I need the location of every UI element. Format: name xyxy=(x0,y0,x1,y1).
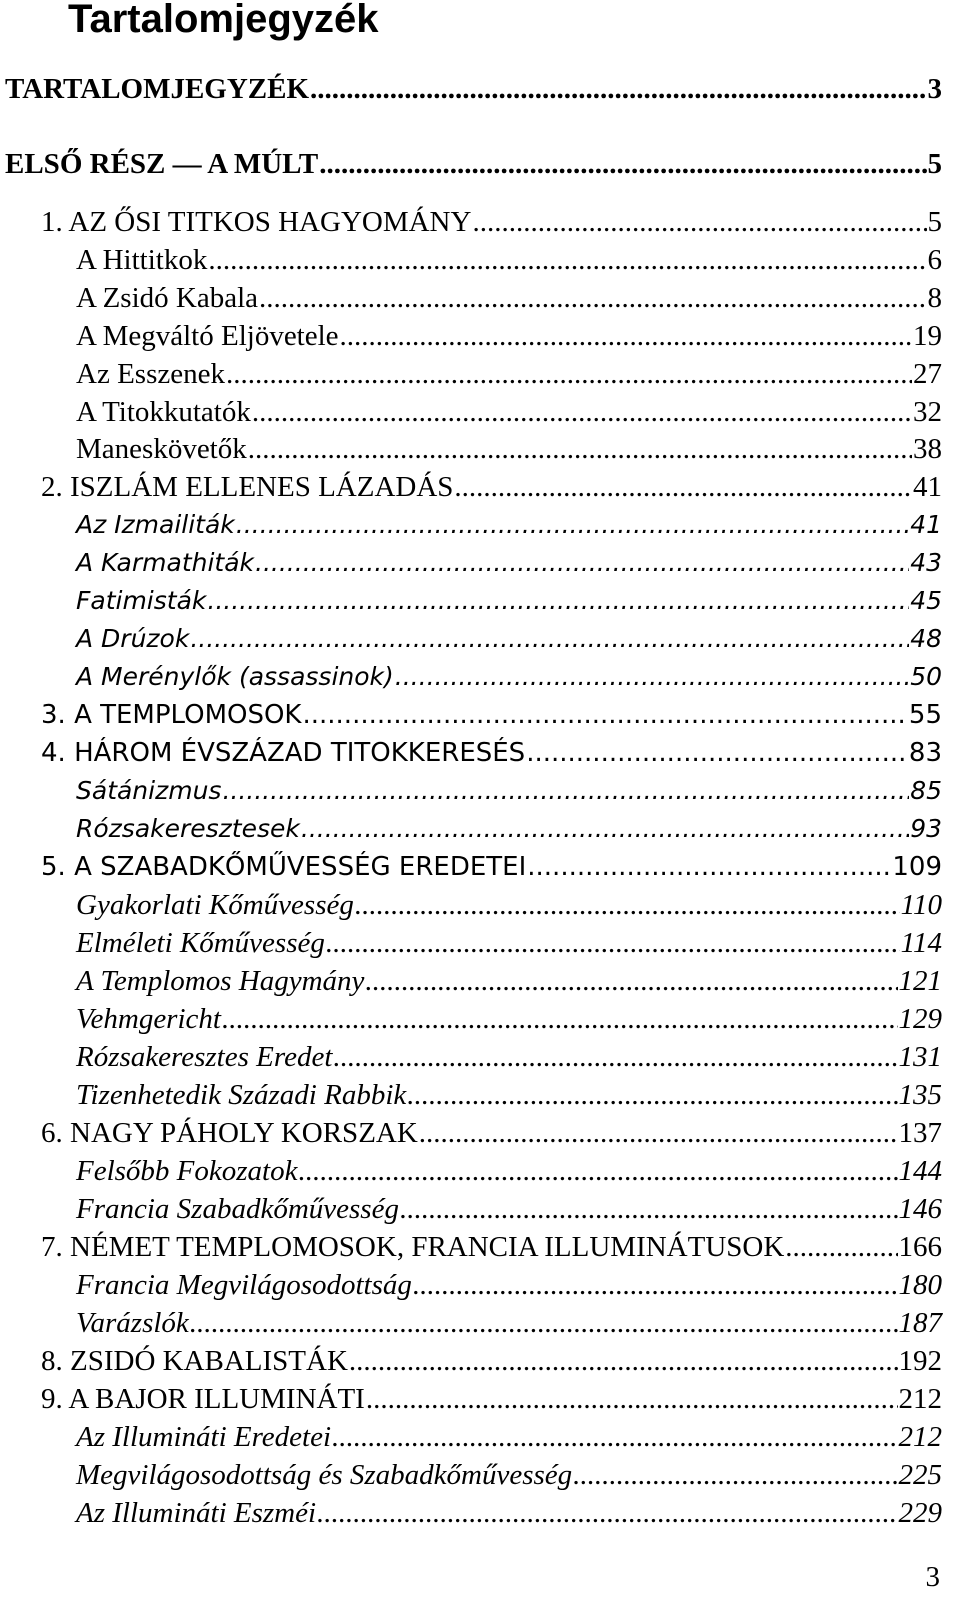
toc-entry-label: 6. NAGY PÁHOLY KORSZAK xyxy=(41,1117,418,1149)
toc-entry-page: 5 xyxy=(927,148,942,180)
toc-entry-page: 50 xyxy=(910,662,942,691)
toc-entry-label: A Merénylők (assassinok) xyxy=(76,662,394,691)
toc-entry-section[interactable] xyxy=(76,243,942,277)
dot-leader xyxy=(400,1192,898,1226)
toc-entry-label: A Hittitkok xyxy=(76,244,208,276)
toc-entry-chapter-3[interactable] xyxy=(41,698,942,732)
toc-entry-section[interactable] xyxy=(76,1496,942,1530)
toc-entry-label: Rózsakeresztes Eredet xyxy=(76,1041,333,1073)
dot-leader xyxy=(301,812,909,846)
toc-entry-section[interactable] xyxy=(76,357,942,391)
toc-entry-label: Az Illumináti Eszméi xyxy=(76,1497,317,1529)
toc-entry-chapter-7[interactable] xyxy=(41,1230,942,1264)
toc-entry-label: 8. ZSIDÓ KABALISTÁK xyxy=(41,1345,348,1377)
toc-entry-chapter-9[interactable] xyxy=(41,1382,942,1416)
toc-entry-page: 129 xyxy=(898,1003,942,1035)
toc-entry-section[interactable] xyxy=(76,546,942,580)
toc-entry-label: Francia Megvilágosodottság xyxy=(76,1269,412,1301)
toc-entry-chapter-8[interactable] xyxy=(41,1344,942,1378)
dot-leader xyxy=(472,205,926,239)
toc-entry-section[interactable] xyxy=(76,1458,942,1492)
toc-entry-tartalomjegyzek[interactable] xyxy=(5,72,942,106)
toc-entry-section[interactable] xyxy=(76,926,942,960)
toc-entry-label: A Zsidó Kabala xyxy=(76,282,259,314)
toc-entry-page: 109 xyxy=(892,852,942,882)
toc-entry-section[interactable] xyxy=(76,1268,942,1302)
toc-entry-page: 135 xyxy=(898,1079,942,1111)
toc-entry-chapter-2[interactable] xyxy=(41,470,942,504)
dot-leader xyxy=(259,281,926,315)
toc-entry-label: 2. ISZLÁM ELLENES LÁZADÁS xyxy=(41,471,454,503)
toc-entry-section[interactable] xyxy=(76,508,942,542)
toc-entry-section[interactable] xyxy=(76,432,942,466)
toc-entry-section[interactable] xyxy=(76,1040,942,1074)
toc-entry-section[interactable] xyxy=(76,1154,942,1188)
toc-entry-page: 43 xyxy=(910,548,942,577)
dot-leader xyxy=(407,1078,897,1112)
dot-leader xyxy=(395,660,909,694)
toc-entry-label: 4. HÁROM ÉVSZÁZAD TITOKKERESÉS xyxy=(41,738,526,768)
toc-entry-label: Az Illumináti Eredetei xyxy=(76,1421,332,1453)
dot-leader xyxy=(333,1040,897,1074)
toc-entry-page: 166 xyxy=(898,1231,942,1263)
dot-leader xyxy=(317,1496,897,1530)
toc-entry-chapter-5[interactable] xyxy=(41,850,942,884)
dot-leader xyxy=(252,395,912,429)
toc-entry-page: 212 xyxy=(898,1421,942,1453)
toc-entry-label: Francia Szabadkőművesség xyxy=(76,1193,399,1225)
toc-entry-label: A Titokkutatók xyxy=(76,396,251,428)
toc-entry-section[interactable] xyxy=(76,964,942,998)
toc-entry-label: 7. NÉMET TEMPLOMOSOK, FRANCIA ILLUMINÁTUSOK xyxy=(41,1231,785,1263)
dot-leader xyxy=(310,72,926,106)
dot-leader xyxy=(207,584,909,618)
dot-leader xyxy=(248,432,912,466)
toc-entry-page: 225 xyxy=(898,1459,942,1491)
toc-entry-page: 144 xyxy=(898,1155,942,1187)
toc-entry-page: 55 xyxy=(908,700,942,730)
toc-entry-page: 229 xyxy=(898,1497,942,1529)
toc-entry-label: Vehmgericht xyxy=(76,1003,221,1035)
dot-leader xyxy=(319,147,926,181)
toc-entry-section[interactable] xyxy=(76,1306,942,1340)
toc-entry-label: Maneskövetők xyxy=(76,433,247,465)
toc-entry-label: Elméleti Kőművesség xyxy=(76,927,325,959)
toc-entry-section[interactable] xyxy=(76,1002,942,1036)
toc-entry-page: 114 xyxy=(900,927,942,959)
toc-entry-chapter-6[interactable] xyxy=(41,1116,942,1150)
toc-entry-page: 19 xyxy=(913,320,942,352)
toc-entry-page: 137 xyxy=(898,1117,942,1149)
toc-entry-section[interactable] xyxy=(76,622,942,656)
dot-leader xyxy=(355,888,900,922)
toc-entry-label: Az Esszenek xyxy=(76,358,225,390)
toc-entry-section[interactable] xyxy=(76,1420,942,1454)
toc-entry-label: Varázslók xyxy=(76,1307,189,1339)
toc-entry-section[interactable] xyxy=(76,660,942,694)
toc-entry-chapter-4[interactable] xyxy=(41,736,942,770)
dot-leader xyxy=(226,357,912,391)
toc-entry-page: 192 xyxy=(898,1345,942,1377)
page-number: 3 xyxy=(925,1561,940,1593)
dot-leader xyxy=(526,736,908,770)
dot-leader xyxy=(413,1268,898,1302)
toc-entry-section[interactable] xyxy=(76,584,942,618)
toc-entry-label: Rózsakeresztesek xyxy=(76,814,300,843)
toc-entry-label: A Drúzok xyxy=(76,624,190,653)
dot-leader xyxy=(365,964,897,998)
dot-leader xyxy=(298,1154,897,1188)
toc-entry-page: 85 xyxy=(910,776,942,805)
dot-leader xyxy=(419,1116,898,1150)
toc-entry-section[interactable] xyxy=(76,1078,942,1112)
dot-leader xyxy=(222,774,909,808)
dot-leader xyxy=(190,1306,898,1340)
toc-entry-page: 41 xyxy=(913,471,942,503)
toc-entry-label: A Templomos Hagymány xyxy=(76,965,365,997)
toc-entry-page: 131 xyxy=(898,1041,942,1073)
toc-entry-section[interactable] xyxy=(76,395,942,429)
dot-leader xyxy=(349,1344,898,1378)
dot-leader xyxy=(222,1002,898,1036)
toc-entry-label: A Karmathiták xyxy=(76,548,255,577)
toc-entry-section[interactable] xyxy=(76,1192,942,1226)
toc-entry-page: 6 xyxy=(927,244,942,276)
toc-entry-page: 110 xyxy=(900,889,942,921)
toc-entry-label: 9. A BAJOR ILLUMINÁTI xyxy=(41,1383,365,1415)
toc-entry-page: 146 xyxy=(898,1193,942,1225)
toc-entry-section[interactable] xyxy=(76,812,942,846)
toc-entry-label: Az Izmailiták xyxy=(76,510,235,539)
dot-leader xyxy=(236,508,909,542)
toc-entry-label: Megvilágosodottság és Szabadkőművesség xyxy=(76,1459,573,1491)
dot-leader xyxy=(573,1458,897,1492)
toc-entry-label: TARTALOMJEGYZÉK xyxy=(5,73,310,105)
toc-entry-page: 41 xyxy=(910,510,942,539)
toc-entry-page: 187 xyxy=(898,1307,942,1339)
dot-leader xyxy=(255,546,909,580)
toc-entry-label: ELSŐ RÉSZ — A MÚLT xyxy=(5,148,319,180)
toc-entry-page: 3 xyxy=(927,73,942,105)
dot-leader xyxy=(454,470,912,504)
dot-leader xyxy=(366,1382,898,1416)
toc-entry-page: 45 xyxy=(910,586,942,615)
toc-entry-page: 8 xyxy=(927,282,942,314)
dot-leader xyxy=(785,1230,897,1264)
toc-entry-page: 93 xyxy=(910,814,942,843)
toc-entry-section[interactable] xyxy=(76,319,942,353)
toc-entry-label: Felsőbb Fokozatok xyxy=(76,1155,298,1187)
dot-leader xyxy=(527,850,891,884)
toc-entry-page: 5 xyxy=(927,206,942,238)
toc-entry-page: 121 xyxy=(898,965,942,997)
toc-entry-section[interactable] xyxy=(76,281,942,315)
toc-entry-label: 3. A TEMPLOMOSOK xyxy=(41,700,302,730)
dot-leader xyxy=(208,243,926,277)
toc-entry-page: 48 xyxy=(910,624,942,653)
toc-entry-page: 212 xyxy=(898,1383,942,1415)
toc-entry-label: Fatimisták xyxy=(76,586,207,615)
toc-entry-section[interactable] xyxy=(76,774,942,808)
toc-entry-page: 83 xyxy=(908,738,942,768)
toc-entry-label: Gyakorlati Kőművesség xyxy=(76,889,354,921)
toc-entry-page: 27 xyxy=(913,358,942,390)
toc-entry-label: 5. A SZABADKŐMŰVESSÉG EREDETEI xyxy=(41,852,527,882)
dot-leader xyxy=(302,698,907,732)
toc-entry-chapter-1[interactable] xyxy=(41,205,942,239)
dot-leader xyxy=(332,1420,897,1454)
toc-entry-section[interactable] xyxy=(76,888,942,922)
dot-leader xyxy=(326,926,900,960)
page-title: Tartalomjegyzék xyxy=(68,0,379,41)
toc-entry-page: 180 xyxy=(898,1269,942,1301)
toc-entry-page: 38 xyxy=(913,433,942,465)
toc-entry-label: Sátánizmus xyxy=(76,776,222,805)
toc-entry-label: Tizenhetedik Századi Rabbik xyxy=(76,1079,407,1111)
toc-entry-page: 32 xyxy=(913,396,942,428)
toc-entry-elso-resz[interactable] xyxy=(5,147,942,181)
toc-entry-label: 1. AZ ŐSI TITKOS HAGYOMÁNY xyxy=(41,206,472,238)
dot-leader xyxy=(190,622,909,656)
dot-leader xyxy=(340,319,912,353)
toc-entry-label: A Megváltó Eljövetele xyxy=(76,320,339,352)
